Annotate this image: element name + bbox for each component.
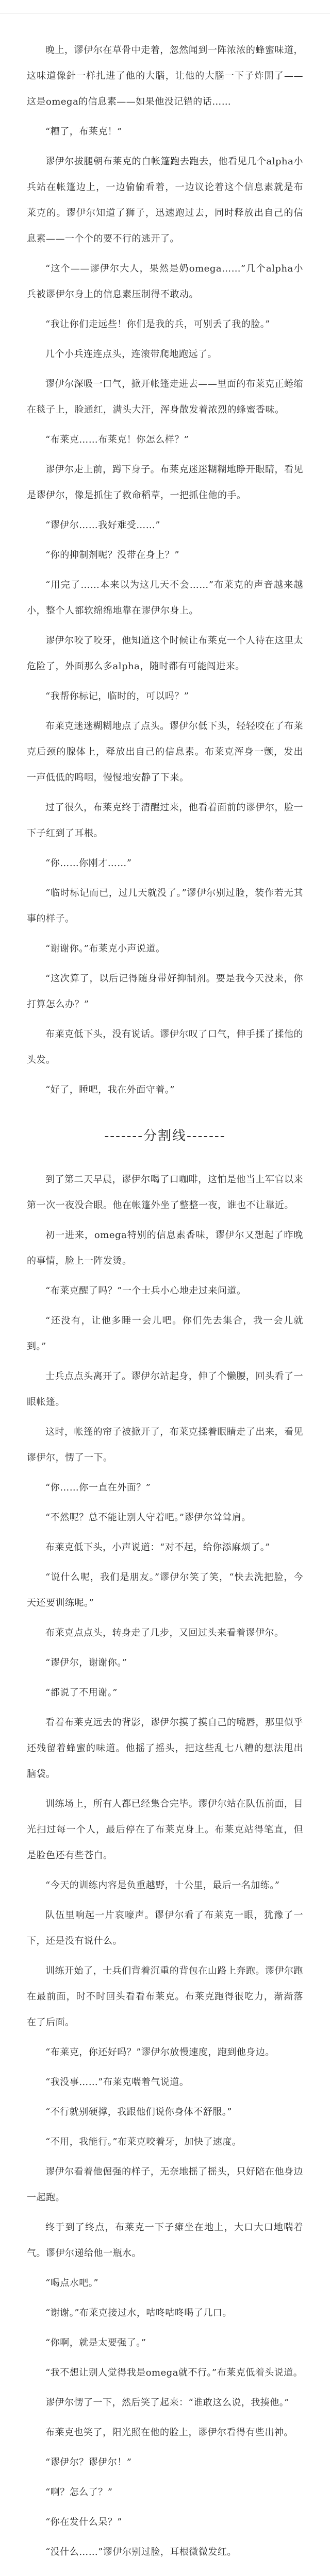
story-paragraph: 谬伊尔咬了咬牙，他知道这个时候让布莱克一个人待在这里太危险了，外面那么多alpha，随时都有可能闯进来。: [27, 635, 303, 672]
story-paragraph: “我让你们走远些！你们是我的兵，可别丢了我的脸。”: [45, 319, 270, 330]
story-paragraph: 布莱克点点头，转身走了几步，又回过头来看着谬伊尔。: [45, 1628, 284, 1638]
story-paragraph: “今天的训练内容是负重越野，十公里，最后一名加练。”: [45, 1880, 280, 1891]
story-paragraph: 晚上，谬伊尔在草骨中走着，忽然闻到一阵浓浓的蜂蜜味道，这味道像針一样扎进了他的大腦，让他的大腦一下子炸開了——这是omega的信息素——如果他没记错的话……: [27, 45, 303, 107]
story-paragraph: 训练开始了，士兵们背着沉重的背包在山路上奔跑。谬伊尔跑在最前面，时不时回头看看布莱克。布莱克跑得很吃力，渐渐落在了后面。: [27, 1965, 303, 2028]
story-paragraph: “布莱克醒了吗？”一个士兵小心地走过来问道。: [45, 1285, 246, 1296]
story-paragraph: 这时，帐篷的帘子被掀开了，布莱克揉着眼睛走了出来，看见谬伊尔，愣了一下。: [27, 1427, 303, 1463]
story-section-1: [27, 38, 303, 1103]
story-paragraph: 布莱克低下头，小声说道：“对不起，给你添麻烦了。”: [45, 1542, 270, 1553]
story-paragraph: 终于到了终点，布莱克一下子瘫坐在地上，大口大口地喘着气。谬伊尔递给他一瓶水。: [27, 2222, 303, 2259]
story-paragraph: “好了，睡吧，我在外面守着。”: [45, 1084, 175, 1095]
story-paragraph: “我不想让别人觉得我是omega就不行。”布莱克低着头说道。: [45, 2367, 303, 2378]
story-paragraph: “你啊，就是太要强了。”: [45, 2337, 146, 2348]
story-paragraph: “没什么……”谬伊尔别过脸，耳根微微发红。: [45, 2547, 237, 2557]
story-paragraph: “临时标记而已，过几天就没了。”谬伊尔别过脸，装作若无其事的样子。: [27, 888, 303, 924]
story-paragraph: “谬伊尔？谬伊尔！”: [45, 2457, 132, 2468]
story-paragraph: “还没有，让他多睡一会儿吧。你们先去集合，我一会儿就到。”: [27, 1315, 303, 1352]
story-paragraph: 初一进来，omega特别的信息素香味，谬伊尔又想起了昨晚的事情，脸上一阵发烫。: [27, 1230, 303, 1266]
story-paragraph: “你……你一直在外面？”: [45, 1482, 151, 1493]
story-paragraph: 看着布莱克远去的背影，谬伊尔摸了摸自己的嘴唇，那里似乎还残留着蜂蜜的味道。他摇了摇头，把这些乱七八糟的想法甩出脑袋。: [27, 1717, 303, 1780]
story-paragraph: [27, 2569, 303, 2576]
story-paragraph: 士兵点点头离开了。谬伊尔站起身，伸了个懒腰，回头看了一眼帐篷。: [27, 1371, 303, 1408]
story-paragraph: “啊？怎么了？”: [45, 2487, 113, 2498]
story-paragraph: “这次算了，以后记得随身带好抑制剂。要是我今天没来，你打算怎么办？”: [27, 973, 303, 1010]
story-paragraph: 谬伊尔走上前，蹲下身子。布莱克迷迷糊糊地睁开眼睛，看见是谬伊尔，像是抓住了救命稻草，一把抓住他的手。: [27, 464, 303, 501]
story-paragraph: “你……你刚才……”: [45, 858, 132, 869]
story-paragraph: “你在发什么呆？”: [45, 2517, 122, 2528]
story-section-2: [27, 1167, 303, 2576]
story-paragraph: 过了很久，布莱克终于清醒过来，他看着面前的谬伊尔，脸一下子红到了耳根。: [27, 802, 303, 839]
story-paragraph: “布莱克……布莱克！你怎么样？”: [45, 434, 189, 445]
story-paragraph: 队伍里响起一片哀嚎声。谬伊尔看了布莱克一眼，犹豫了一下，还是没有说什么。: [27, 1910, 303, 1946]
story-paragraph: “我帮你标记，临时的，可以吗？”: [45, 691, 189, 702]
story-paragraph: “这个——谬伊尔大人，果然是奶omega……”几个alpha小兵被谬伊尔身上的信息素压制得不敢动。: [27, 263, 303, 300]
story-paragraph: “谢谢你。”布莱克小声说道。: [45, 943, 166, 954]
story-paragraph: 布莱克低下头，没有说话。谬伊尔叹了口气，伸手揉了揉他的头发。: [27, 1029, 303, 1065]
story-paragraph: “你的抑制剂呢？没带在身上？”: [45, 550, 179, 561]
story-paragraph: “说什么呢，我们是朋友。”谬伊尔笑了笑，“快去洗把脸，今天还要训练呢。”: [27, 1572, 303, 1608]
story-paragraph: 到了第二天早晨，谬伊尔喝了口咖啡，这怕是他当上军官以来第一次一夜没合眼。他在帐篷外坐了整整一夜，谁也不让靠近。: [27, 1174, 303, 1211]
story-paragraph: 谬伊尔拔腿朝布莱克的白帐篷跑去跑去，他看见几个alpha小兵站在帐篷边上，一边偷偷看着，一边议论着这个信息素就是布莱克的。谬伊尔知道了狮子，迅速跑过去，同时释放出自己的信息素——一个个的要不行的逃开了。: [27, 156, 303, 244]
story-paragraph: “不然呢？总不能让别人守着吧。”谬伊尔耸耸肩。: [45, 1512, 251, 1523]
story-paragraph: “谬伊尔，谢谢你。”: [45, 1657, 127, 1668]
story-paragraph: 谬伊尔愣了一下，然后笑了起来：“谁敢这么说，我揍他。”: [45, 2397, 289, 2408]
story-paragraph: 布莱克也笑了，阳光照在他的脸上，谬伊尔看得有些出神。: [45, 2427, 293, 2438]
story-paragraph: “都说了不用谢。”: [45, 1687, 118, 1698]
story-paragraph: 谬伊尔深吸一口气，掀开帐篷走进去——里面的布莱克正蜷缩在毯子上，脸通红，满头大汗，浑身散发着浓烈的蜂蜜香味。: [27, 379, 303, 415]
story-paragraph: “不用，我能行。”布莱克咬着牙，加快了速度。: [45, 2137, 242, 2147]
section-divider: -------分割线-------: [104, 1128, 226, 1144]
story-paragraph: 训练场上，所有人都已经集合完毕。谬伊尔站在队伍前面，目光扫过每一个人，最后停在了布莱克身上。布莱克站得笔直，但是脸色还有些苍白。: [27, 1799, 303, 1861]
story-paragraph: “用完了……本来以为这几天不会……”布莱克的声音越来越小，整个人都软绵绵地靠在谬伊尔身上。: [27, 580, 303, 616]
story-paragraph: “我没事……”布莱克喘着气说道。: [45, 2077, 189, 2088]
story-paragraph: “布莱克，你还好吗？”谬伊尔放慢速度，跑到他身边。: [45, 2047, 275, 2058]
top-rule: [0, 0, 330, 14]
story-paragraph: 几个小兵连连点头，连滚带爬地跑远了。: [45, 349, 217, 360]
story-paragraph: “不行就别硬撑，我跟他们说你身体不舒服。”: [45, 2107, 232, 2117]
story-paragraph: “糟了，布莱克！”: [45, 126, 122, 137]
story-paragraph: “谬伊尔……我好难受……”: [45, 520, 160, 531]
story-paragraph: “谢谢。”布莱克接过水，咕咚咕咚喝了几口。: [45, 2308, 232, 2318]
story-paragraph: “喝点水吧。”: [45, 2278, 98, 2289]
story-paragraph: 谬伊尔看着他倔强的样子，无奈地摇了摇头，只好陪在他身边一起跑。: [27, 2166, 303, 2203]
story-paragraph: 布莱克迷迷糊糊地点了点头。谬伊尔低下头，轻轻咬在了布莱克后颈的腺体上，释放出自己的信息素。布莱克浑身一颤，发出一声低低的呜咽，慢慢地安静了下来。: [27, 721, 303, 783]
